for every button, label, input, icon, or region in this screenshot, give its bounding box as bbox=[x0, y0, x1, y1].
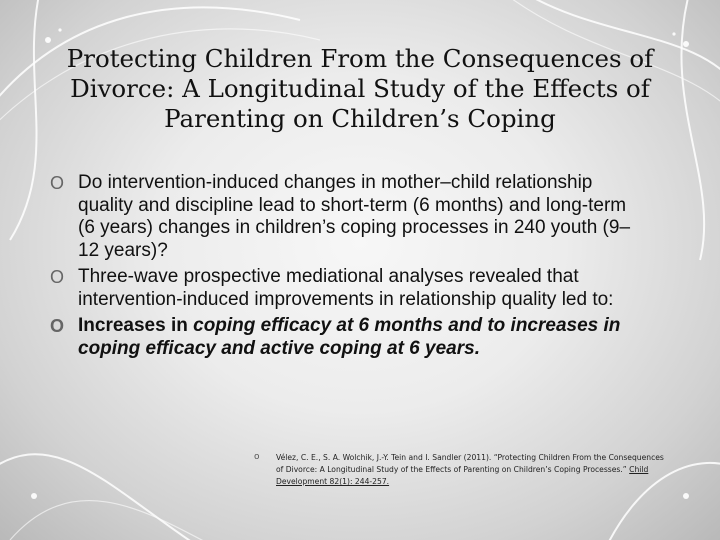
citation-marker: o bbox=[254, 452, 260, 462]
bullet-marker: O bbox=[50, 316, 65, 336]
bullet-item bbox=[50, 266, 635, 311]
slide-title: Protecting Children From the Consequences of Divorce: A Longitudinal Study of the Effects of Parenting on Children’s Coping bbox=[66, 44, 654, 133]
citation-journal-link[interactable]: Child Development 82(1): 244-257. bbox=[276, 465, 649, 486]
citation-text: Vélez, C. E., S. A. Wolchik, J.-Y. Tein and I. Sandler (2011). “Protecting Children From the Consequences of Divorce: A Longitudinal Study of the Effects of Parenting on Children’s Coping Processes.” bbox=[276, 453, 664, 474]
bullet-text-emphasis: coping efficacy at 6 months and to increases in coping efficacy and active coping at 6 years. bbox=[78, 315, 621, 359]
bullet-text-lead: Increases in bbox=[78, 315, 194, 336]
bullet-item-emphasized bbox=[50, 315, 635, 360]
citation bbox=[254, 452, 671, 488]
bullet-list bbox=[50, 172, 635, 364]
bullet-text: Three-wave prospective mediational analyses revealed that intervention-induced improvements in relationship quality led to: bbox=[78, 266, 614, 310]
bullet-marker: O bbox=[50, 173, 65, 193]
bullet-item bbox=[50, 172, 635, 262]
bullet-marker: O bbox=[50, 267, 65, 287]
bullet-text: Do intervention-induced changes in mother–child relationship quality and discipline lead to short-term (6 months) and long-term (6 years) changes in children’s coping processes in 240 youth (9–12 years)? bbox=[78, 172, 631, 261]
